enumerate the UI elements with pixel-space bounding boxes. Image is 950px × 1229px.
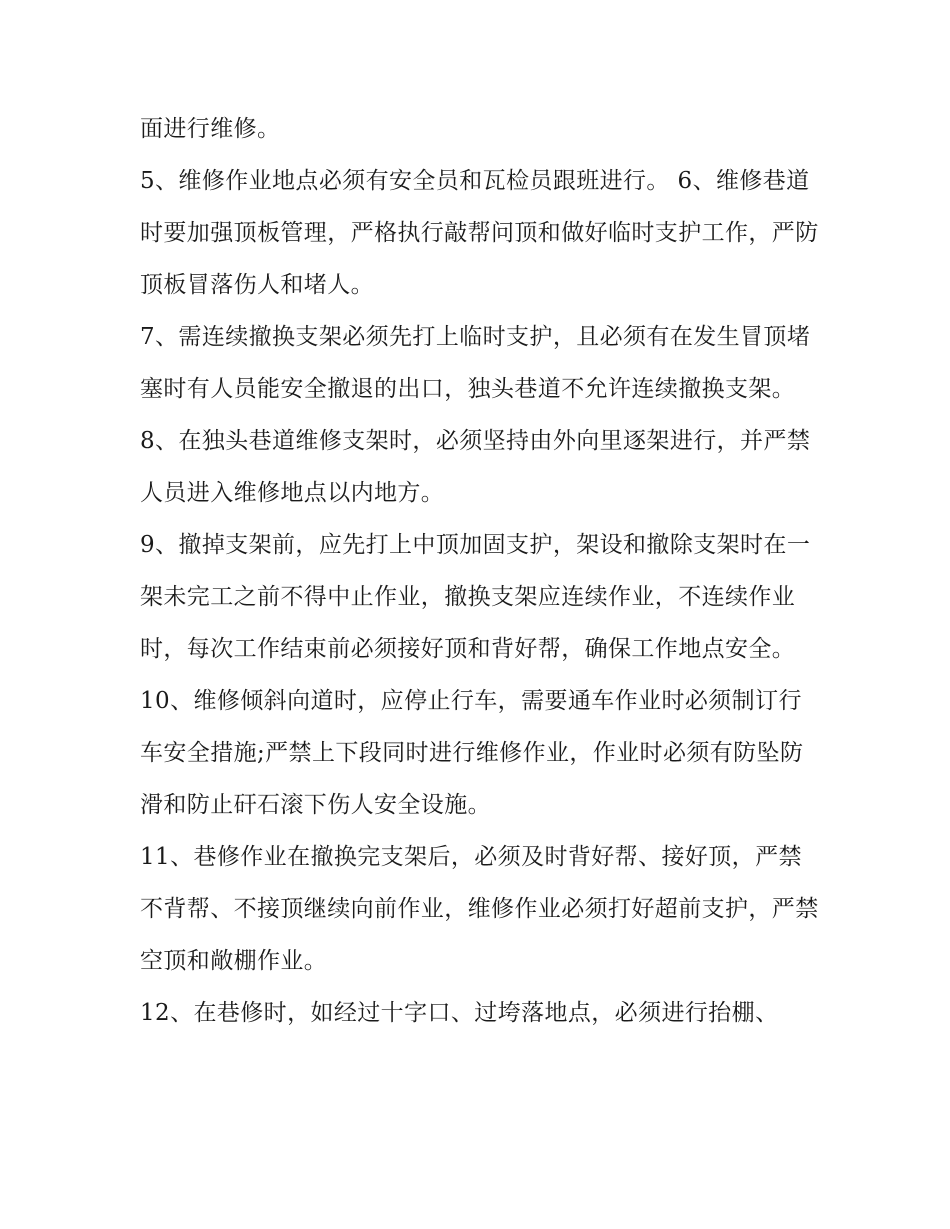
paragraph-item-9: 9、撤掉支架前，应先打上中顶加固支护，架设和撤除支架时在一架未完工之前不得中止作业，撤换支架应连续作业，不连续作业时，每次工作结束前必须接好顶和背好帮，确保工作地点安全。 (140, 532, 811, 662)
paragraph-item-10: 10、维修倾斜向道时，应停止行车，需要通车作业时必须制订行车安全措施;严禁上下段同时进行维修作业，作业时必须有防坠防滑和防止矸石滚下伤人安全设施。 (140, 688, 804, 818)
paragraph-item-12: 12、在巷修时，如经过十字口、过垮落地点，必须进行抬棚、 (140, 1000, 779, 1026)
paragraph-item-11: 11、巷修作业在撤换完支架后，必须及时背好帮、接好顶，严禁不背帮、不接顶继续向前作业，维修作业必须打好超前支护，严禁空顶和敞棚作业。 (140, 844, 819, 974)
paragraph-item-8: 8、在独头巷道维修支架时，必须坚持由外向里逐架进行，并严禁人员进入维修地点以内地方。 (140, 428, 811, 506)
document-body (140, 103, 820, 1039)
paragraph-item-5-6: 5、维修作业地点必须有安全员和瓦检员跟班进行。 6、维修巷道时要加强顶板管理，严格执行敲帮问顶和做好临时支护工作，严防顶板冒落伤人和堵人。 (140, 168, 819, 298)
paragraph-continuation: 面进行维修。 (140, 116, 281, 142)
paragraph-item-7: 7、需连续撤换支架必须先打上临时支护，且必须有在发生冒顶堵塞时有人员能安全撤退的出口，独头巷道不允许连续撤换支架。 (140, 324, 811, 402)
